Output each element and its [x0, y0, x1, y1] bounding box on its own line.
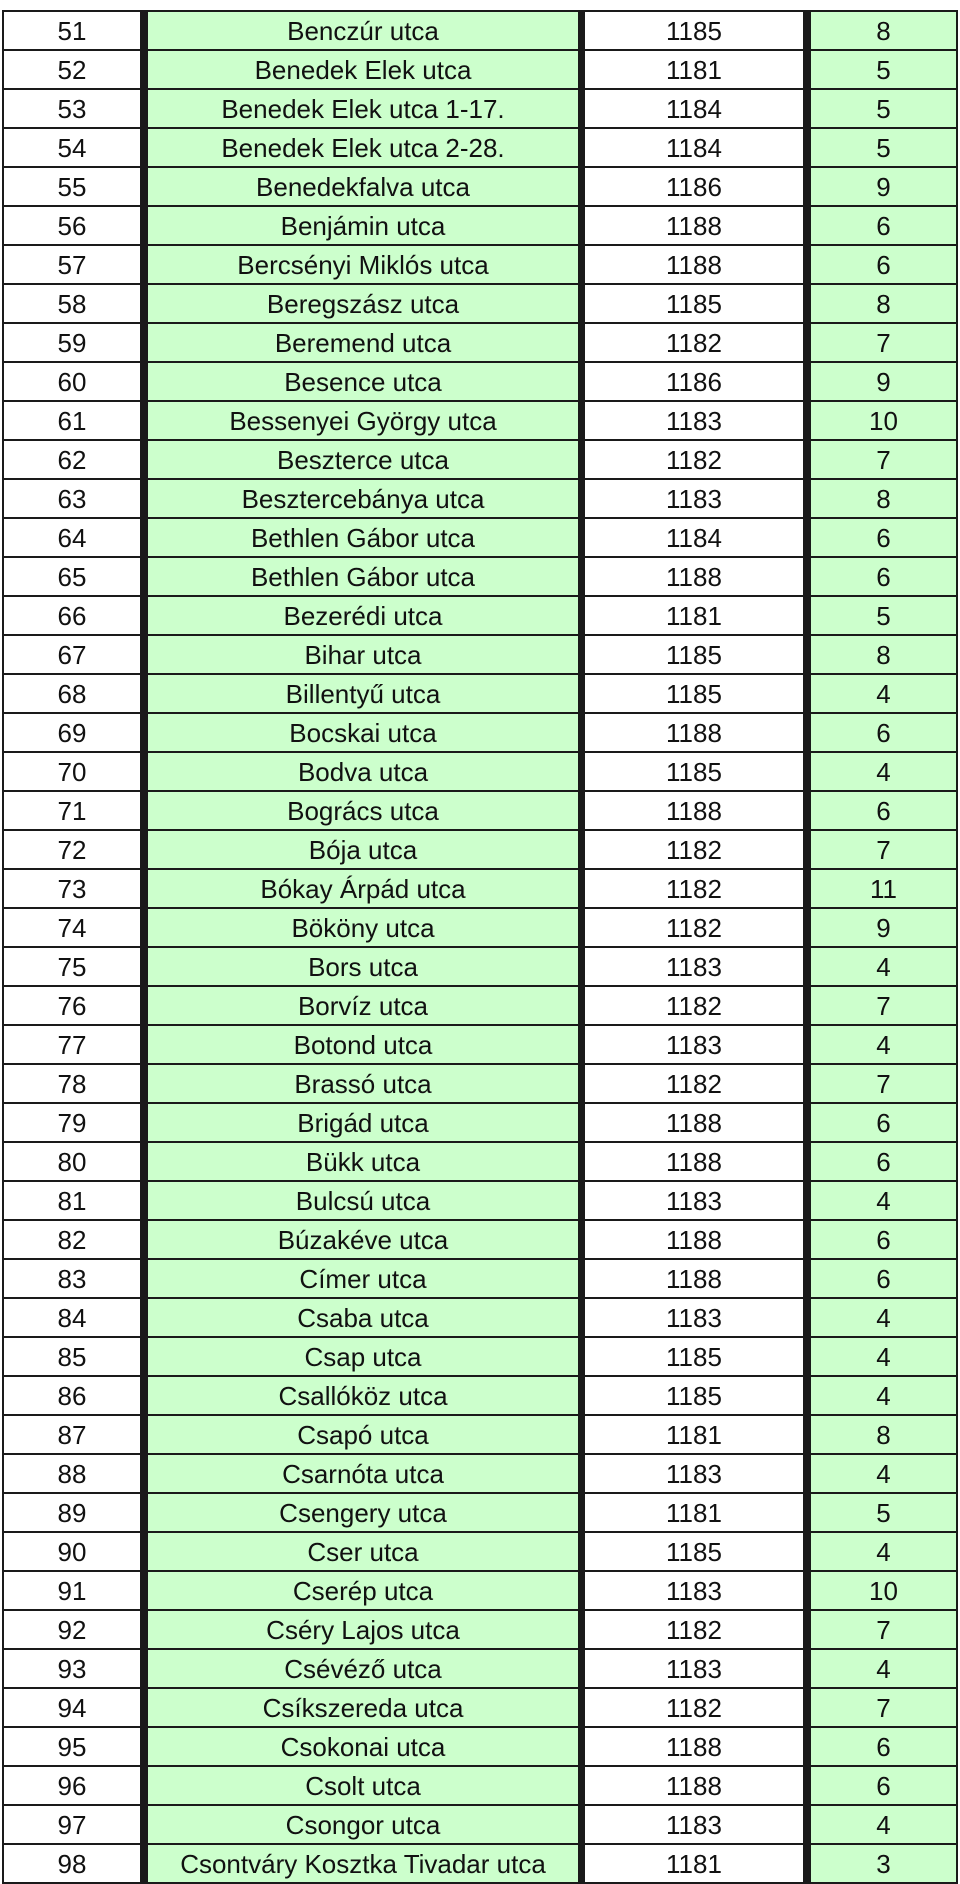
row-number: 81 — [3, 1181, 141, 1220]
postal-code: 1188 — [584, 1259, 804, 1298]
street-name: Csallóköz utca — [147, 1376, 579, 1415]
street-name: Benczúr utca — [147, 11, 579, 50]
district-number: 11 — [810, 869, 957, 908]
street-name: Benedek Elek utca 2-28. — [147, 128, 579, 167]
row-number: 59 — [3, 323, 141, 362]
table-row — [3, 50, 957, 89]
district-number: 9 — [810, 362, 957, 401]
district-number: 4 — [810, 1454, 957, 1493]
table-row — [3, 401, 957, 440]
postal-code: 1185 — [584, 1337, 804, 1376]
district-number: 4 — [810, 1649, 957, 1688]
postal-code: 1183 — [584, 1649, 804, 1688]
row-number: 65 — [3, 557, 141, 596]
row-number: 84 — [3, 1298, 141, 1337]
postal-code: 1182 — [584, 1064, 804, 1103]
district-number: 7 — [810, 1610, 957, 1649]
postal-code: 1182 — [584, 323, 804, 362]
table-row — [3, 11, 957, 50]
row-number: 74 — [3, 908, 141, 947]
district-number: 4 — [810, 674, 957, 713]
street-name: Besence utca — [147, 362, 579, 401]
table-row — [3, 557, 957, 596]
street-name: Bocskai utca — [147, 713, 579, 752]
district-number: 4 — [810, 1376, 957, 1415]
street-name: Bethlen Gábor utca — [147, 557, 579, 596]
street-name: Csap utca — [147, 1337, 579, 1376]
postal-code: 1188 — [584, 1766, 804, 1805]
table-row — [3, 1376, 957, 1415]
district-number: 7 — [810, 323, 957, 362]
district-number: 10 — [810, 401, 957, 440]
street-name: Beremend utca — [147, 323, 579, 362]
table-row — [3, 206, 957, 245]
row-number: 87 — [3, 1415, 141, 1454]
table-row — [3, 1610, 957, 1649]
row-number: 94 — [3, 1688, 141, 1727]
table-row — [3, 1181, 957, 1220]
row-number: 66 — [3, 596, 141, 635]
district-number: 7 — [810, 440, 957, 479]
table-row — [3, 1454, 957, 1493]
street-name: Cséry Lajos utca — [147, 1610, 579, 1649]
street-name: Benedek Elek utca 1-17. — [147, 89, 579, 128]
row-number: 98 — [3, 1844, 141, 1883]
table-row — [3, 908, 957, 947]
district-number: 6 — [810, 1103, 957, 1142]
table-row — [3, 1337, 957, 1376]
district-number: 10 — [810, 1571, 957, 1610]
row-number: 62 — [3, 440, 141, 479]
row-number: 78 — [3, 1064, 141, 1103]
postal-code: 1182 — [584, 1610, 804, 1649]
postal-code: 1188 — [584, 1727, 804, 1766]
postal-code: 1181 — [584, 596, 804, 635]
table-row — [3, 1649, 957, 1688]
district-number: 6 — [810, 1766, 957, 1805]
table-row — [3, 674, 957, 713]
row-number: 92 — [3, 1610, 141, 1649]
row-number: 83 — [3, 1259, 141, 1298]
district-number: 7 — [810, 1688, 957, 1727]
street-name: Csapó utca — [147, 1415, 579, 1454]
street-name: Benedek Elek utca — [147, 50, 579, 89]
table-row — [3, 128, 957, 167]
district-number: 6 — [810, 1142, 957, 1181]
district-number: 4 — [810, 1298, 957, 1337]
street-name: Bodva utca — [147, 752, 579, 791]
postal-code: 1181 — [584, 1844, 804, 1883]
street-name: Csongor utca — [147, 1805, 579, 1844]
row-number: 79 — [3, 1103, 141, 1142]
street-name: Bercsényi Miklós utca — [147, 245, 579, 284]
street-name: Csíkszereda utca — [147, 1688, 579, 1727]
row-number: 76 — [3, 986, 141, 1025]
street-name: Bogrács utca — [147, 791, 579, 830]
row-number: 60 — [3, 362, 141, 401]
street-name: Brigád utca — [147, 1103, 579, 1142]
postal-code: 1183 — [584, 479, 804, 518]
row-number: 85 — [3, 1337, 141, 1376]
district-number: 4 — [810, 1025, 957, 1064]
table-row — [3, 1688, 957, 1727]
row-number: 69 — [3, 713, 141, 752]
district-number: 4 — [810, 1532, 957, 1571]
street-name: Besztercebánya utca — [147, 479, 579, 518]
row-number: 88 — [3, 1454, 141, 1493]
row-number: 96 — [3, 1766, 141, 1805]
table-row — [3, 245, 957, 284]
street-name: Beszterce utca — [147, 440, 579, 479]
street-name: Csontváry Kosztka Tivadar utca — [147, 1844, 579, 1883]
district-number: 8 — [810, 1415, 957, 1454]
postal-code: 1188 — [584, 1103, 804, 1142]
district-number: 7 — [810, 830, 957, 869]
district-number: 9 — [810, 167, 957, 206]
table-row — [3, 1142, 957, 1181]
row-number: 61 — [3, 401, 141, 440]
table-row — [3, 635, 957, 674]
table-row — [3, 1103, 957, 1142]
postal-code: 1186 — [584, 167, 804, 206]
row-number: 71 — [3, 791, 141, 830]
postal-code: 1188 — [584, 1220, 804, 1259]
postal-code: 1181 — [584, 1415, 804, 1454]
district-number: 5 — [810, 128, 957, 167]
row-number: 52 — [3, 50, 141, 89]
street-name: Bükk utca — [147, 1142, 579, 1181]
table-row — [3, 713, 957, 752]
street-name: Billentyű utca — [147, 674, 579, 713]
table-row — [3, 1298, 957, 1337]
table-row — [3, 1532, 957, 1571]
table-row — [3, 1571, 957, 1610]
row-number: 57 — [3, 245, 141, 284]
district-number: 8 — [810, 284, 957, 323]
street-name: Bókay Árpád utca — [147, 869, 579, 908]
district-number: 4 — [810, 1805, 957, 1844]
street-name: Borvíz utca — [147, 986, 579, 1025]
postal-code: 1188 — [584, 1142, 804, 1181]
row-number: 86 — [3, 1376, 141, 1415]
street-name: Cserép utca — [147, 1571, 579, 1610]
postal-code: 1183 — [584, 401, 804, 440]
street-name: Csolt utca — [147, 1766, 579, 1805]
district-number: 4 — [810, 752, 957, 791]
row-number: 89 — [3, 1493, 141, 1532]
postal-code: 1185 — [584, 1532, 804, 1571]
district-number: 5 — [810, 596, 957, 635]
district-number: 8 — [810, 479, 957, 518]
street-name: Csarnóta utca — [147, 1454, 579, 1493]
postal-code: 1181 — [584, 1493, 804, 1532]
district-number: 6 — [810, 1259, 957, 1298]
row-number: 77 — [3, 1025, 141, 1064]
street-name: Beregszász utca — [147, 284, 579, 323]
row-number: 64 — [3, 518, 141, 557]
postal-code: 1184 — [584, 518, 804, 557]
postal-code: 1183 — [584, 1454, 804, 1493]
row-number: 68 — [3, 674, 141, 713]
table-row — [3, 1025, 957, 1064]
postal-code: 1185 — [584, 674, 804, 713]
postal-code: 1183 — [584, 947, 804, 986]
table-row — [3, 869, 957, 908]
street-name: Bója utca — [147, 830, 579, 869]
row-number: 53 — [3, 89, 141, 128]
postal-code: 1183 — [584, 1298, 804, 1337]
row-number: 75 — [3, 947, 141, 986]
street-name: Bulcsú utca — [147, 1181, 579, 1220]
district-number: 6 — [810, 245, 957, 284]
district-number: 8 — [810, 635, 957, 674]
row-number: 51 — [3, 11, 141, 50]
postal-code: 1184 — [584, 89, 804, 128]
row-number: 58 — [3, 284, 141, 323]
district-number: 6 — [810, 1220, 957, 1259]
postal-code: 1185 — [584, 284, 804, 323]
row-number: 73 — [3, 869, 141, 908]
table-row — [3, 284, 957, 323]
postal-code: 1182 — [584, 986, 804, 1025]
table-row — [3, 1844, 957, 1883]
row-number: 55 — [3, 167, 141, 206]
row-number: 97 — [3, 1805, 141, 1844]
postal-code: 1188 — [584, 713, 804, 752]
row-number: 91 — [3, 1571, 141, 1610]
postal-code: 1185 — [584, 752, 804, 791]
district-number: 6 — [810, 518, 957, 557]
table-row — [3, 167, 957, 206]
street-name: Címer utca — [147, 1259, 579, 1298]
district-number: 4 — [810, 1181, 957, 1220]
street-name: Brassó utca — [147, 1064, 579, 1103]
postal-code: 1181 — [584, 50, 804, 89]
table-row — [3, 947, 957, 986]
street-name: Bihar utca — [147, 635, 579, 674]
district-number: 9 — [810, 908, 957, 947]
street-name: Csengery utca — [147, 1493, 579, 1532]
row-number: 80 — [3, 1142, 141, 1181]
street-name: Csokonai utca — [147, 1727, 579, 1766]
district-number: 6 — [810, 557, 957, 596]
district-number: 6 — [810, 713, 957, 752]
postal-code: 1183 — [584, 1571, 804, 1610]
street-name: Cser utca — [147, 1532, 579, 1571]
district-number: 6 — [810, 791, 957, 830]
postal-code: 1183 — [584, 1805, 804, 1844]
table-row — [3, 1220, 957, 1259]
postal-code: 1188 — [584, 791, 804, 830]
row-number: 54 — [3, 128, 141, 167]
district-number: 3 — [810, 1844, 957, 1883]
district-number: 5 — [810, 1493, 957, 1532]
postal-code: 1184 — [584, 128, 804, 167]
table-row — [3, 89, 957, 128]
postal-code: 1183 — [584, 1025, 804, 1064]
postal-code: 1182 — [584, 1688, 804, 1727]
street-name: Bors utca — [147, 947, 579, 986]
row-number: 70 — [3, 752, 141, 791]
street-name: Benedekfalva utca — [147, 167, 579, 206]
street-name: Benjámin utca — [147, 206, 579, 245]
row-number: 90 — [3, 1532, 141, 1571]
table-row — [3, 362, 957, 401]
row-number: 93 — [3, 1649, 141, 1688]
postal-code: 1183 — [584, 1181, 804, 1220]
table-row — [3, 323, 957, 362]
table-row — [3, 791, 957, 830]
row-number: 72 — [3, 830, 141, 869]
street-name: Bessenyei György utca — [147, 401, 579, 440]
table-row — [3, 1064, 957, 1103]
table-row — [3, 1259, 957, 1298]
postal-code: 1182 — [584, 830, 804, 869]
postal-code: 1185 — [584, 635, 804, 674]
district-number: 5 — [810, 50, 957, 89]
district-number: 7 — [810, 1064, 957, 1103]
table-row — [3, 830, 957, 869]
street-list-table — [2, 10, 958, 1884]
district-number: 7 — [810, 986, 957, 1025]
district-number: 4 — [810, 947, 957, 986]
street-name: Csaba utca — [147, 1298, 579, 1337]
postal-code: 1188 — [584, 245, 804, 284]
street-name: Csévéző utca — [147, 1649, 579, 1688]
street-name: Bököny utca — [147, 908, 579, 947]
district-number: 4 — [810, 1337, 957, 1376]
postal-code: 1186 — [584, 362, 804, 401]
postal-code: 1188 — [584, 557, 804, 596]
table-row — [3, 1805, 957, 1844]
row-number: 56 — [3, 206, 141, 245]
table-row — [3, 1415, 957, 1454]
row-number: 95 — [3, 1727, 141, 1766]
postal-code: 1185 — [584, 1376, 804, 1415]
postal-code: 1182 — [584, 908, 804, 947]
street-name: Botond utca — [147, 1025, 579, 1064]
street-name: Bezerédi utca — [147, 596, 579, 635]
row-number: 82 — [3, 1220, 141, 1259]
table-row — [3, 1493, 957, 1532]
row-number: 63 — [3, 479, 141, 518]
postal-code: 1185 — [584, 11, 804, 50]
table-row — [3, 1727, 957, 1766]
table-row — [3, 1766, 957, 1805]
street-name: Bethlen Gábor utca — [147, 518, 579, 557]
table-row — [3, 752, 957, 791]
table-row — [3, 440, 957, 479]
district-number: 5 — [810, 89, 957, 128]
district-number: 8 — [810, 11, 957, 50]
table-row — [3, 479, 957, 518]
postal-code: 1188 — [584, 206, 804, 245]
row-number: 67 — [3, 635, 141, 674]
district-number: 6 — [810, 1727, 957, 1766]
district-number: 6 — [810, 206, 957, 245]
table-row — [3, 596, 957, 635]
table-row — [3, 986, 957, 1025]
postal-code: 1182 — [584, 869, 804, 908]
table-row — [3, 518, 957, 557]
table-body — [3, 11, 957, 1883]
street-name: Búzakéve utca — [147, 1220, 579, 1259]
postal-code: 1182 — [584, 440, 804, 479]
